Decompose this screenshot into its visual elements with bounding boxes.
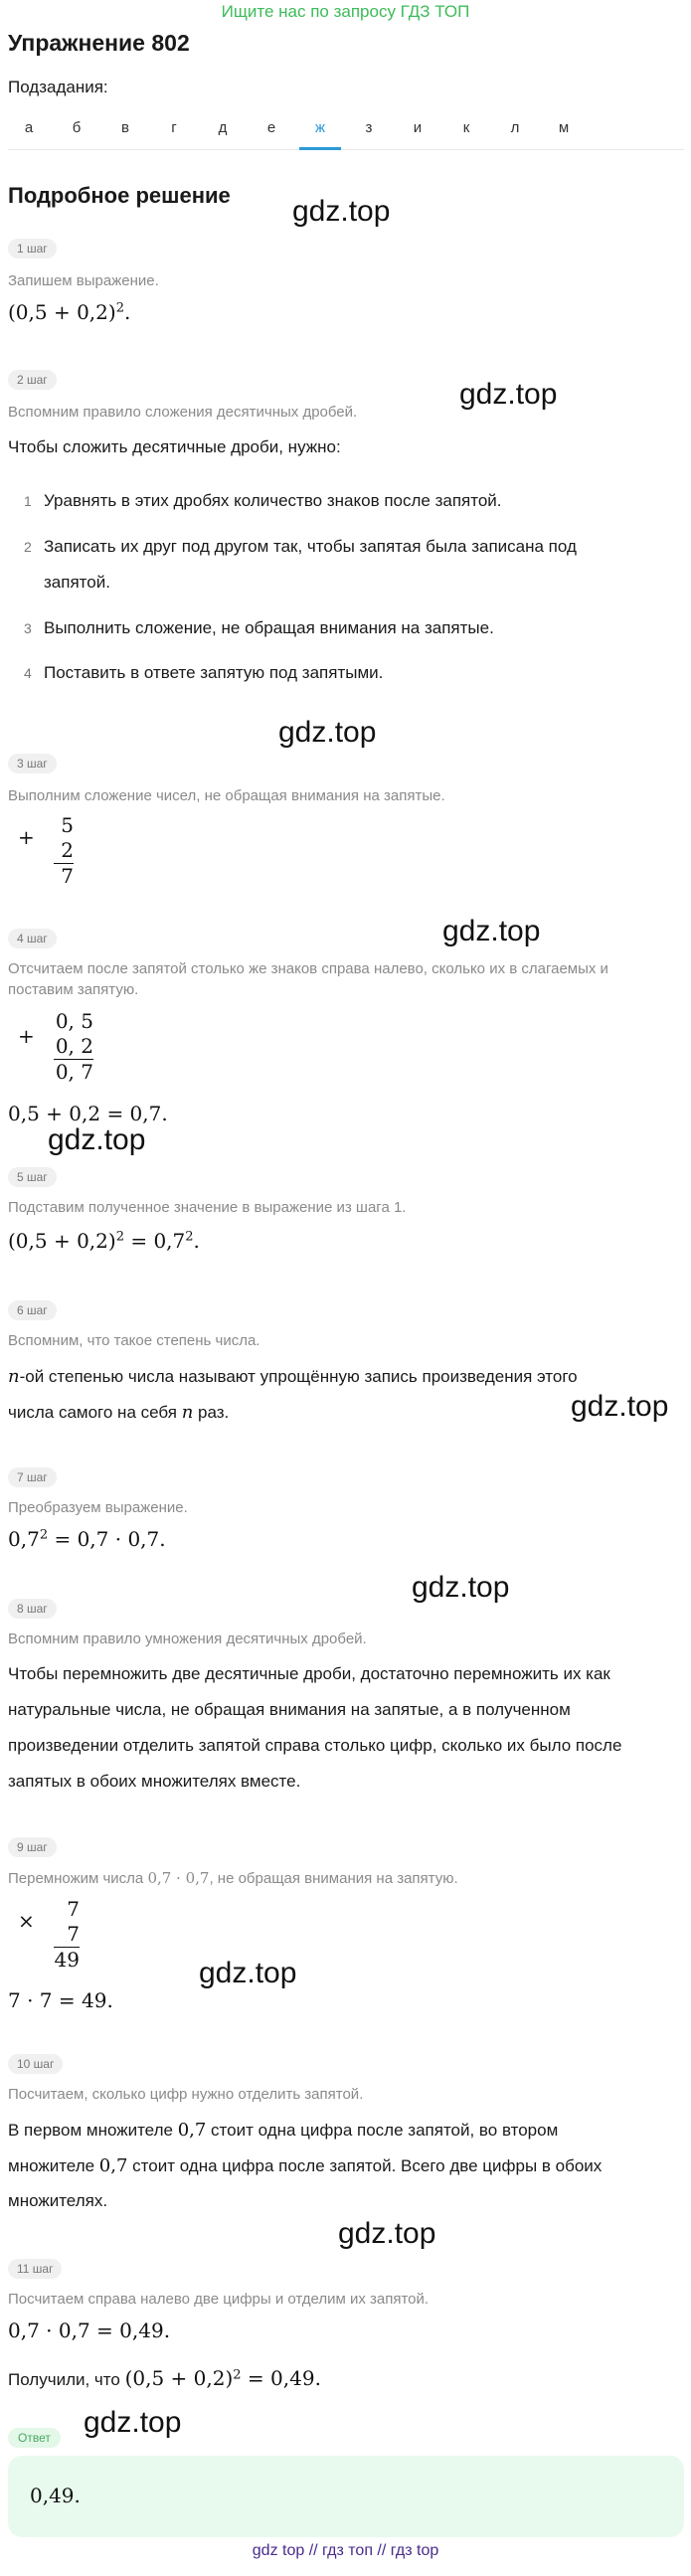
column-result: 7: [54, 863, 74, 888]
answer-box: [8, 2456, 684, 2537]
step-hint: Выполним сложение чисел, не обращая внимания на запятые.: [8, 787, 445, 804]
answer-value: 0,49.: [30, 2484, 81, 2507]
step-hint: Запишем выражение.: [8, 272, 159, 289]
step-hint: Вспомним правило сложения десятичных дробей.: [8, 404, 358, 421]
step-hint: Посчитаем справа налево две цифры и отделим их запятой.: [8, 2291, 430, 2308]
math-expression: $(0,5 + 0,2)^2 = 0,7^2$.: [8, 1229, 200, 1253]
watermark: gdz.top: [338, 2217, 436, 2250]
watermark: gdz.top: [48, 1123, 146, 1156]
step-badge: 7 шаг: [8, 1467, 57, 1487]
step-badge: 8 шаг: [8, 1599, 57, 1619]
tab-l[interactable]: л: [510, 119, 520, 136]
section-title: Подробное решение: [8, 183, 231, 208]
rule-line: Чтобы перемножить две десятичные дроби, достаточно перемножить их как: [8, 1664, 610, 1683]
answer-badge: Ответ: [8, 2428, 61, 2448]
list-number: 2: [24, 539, 32, 555]
math-result: 0,5 + 0,2 = 0,7.: [8, 1102, 168, 1125]
footer-links[interactable]: gdz top // гдз топ // гдз top: [252, 2542, 439, 2559]
watermark: gdz.top: [571, 1390, 669, 1423]
explanation-line: множителях.: [8, 2191, 108, 2210]
column-number: 0, 2: [55, 1034, 93, 1058]
math-expression: 0,7 · 0,7 = 0,49.: [8, 2318, 171, 2342]
explanation-line: В первом множителе 0,7 стоит одна цифра после запятой, во втором: [8, 2120, 559, 2141]
step-badge: 5 шаг: [8, 1167, 57, 1187]
step-badge: 3 шаг: [8, 754, 57, 773]
watermark: gdz.top: [442, 915, 541, 947]
math-result: 7 · 7 = 49.: [8, 1988, 113, 2012]
step-badge: 2 шаг: [8, 370, 57, 390]
column-number: 5: [61, 813, 74, 837]
rule-line: натуральные числа, не обращая внимания на запятые, а в полученном: [8, 1700, 571, 1719]
step-hint: поставим запятую.: [8, 981, 139, 998]
tab-g[interactable]: г: [171, 119, 177, 136]
rule-line: запятых в обоих множителях вместе.: [8, 1772, 301, 1791]
list-item: Поставить в ответе запятую под запятыми.: [44, 663, 384, 682]
tab-k[interactable]: к: [462, 119, 470, 136]
definition-line: числа самого на себя n раз.: [8, 1402, 230, 1423]
watermark: gdz.top: [292, 195, 391, 228]
list-item: запятой.: [44, 573, 110, 592]
tab-m[interactable]: м: [558, 119, 570, 136]
subtask-tabs: [8, 117, 684, 150]
rule-intro: Чтобы сложить десятичные дроби, нужно:: [8, 437, 341, 456]
step-badge: 1 шаг: [8, 239, 57, 258]
rule-line: произведении отделить запятой справа столько цифр, сколько их было после: [8, 1736, 622, 1755]
list-number: 3: [24, 620, 32, 636]
list-number: 1: [24, 493, 32, 509]
watermark: gdz.top: [199, 1957, 297, 1989]
conclusion-line: Получили, что $(0,5 + 0,2)^2 = 0,49$.: [8, 2366, 321, 2390]
tab-d[interactable]: д: [218, 119, 228, 136]
step-badge: 6 шаг: [8, 1300, 57, 1320]
tab-zh[interactable]: ж: [299, 117, 341, 150]
times-sign: ×: [18, 1909, 35, 1933]
definition-line: n-ой степенью числа называют упрощённую запись произведения этого: [8, 1366, 578, 1387]
plus-sign: +: [18, 1024, 35, 1048]
step-hint: Отсчитаем после запятой столько же знаков справа налево, сколько их в слагаемых и: [8, 960, 608, 977]
step-badge: 11 шаг: [8, 2259, 62, 2279]
step-badge: 10 шаг: [8, 2054, 63, 2074]
math-expression: $(0,5 + 0,2)^2$.: [8, 300, 131, 324]
step-hint: Преобразуем выражение.: [8, 1499, 188, 1516]
page-title: Упражнение 802: [8, 30, 190, 56]
step-hint: Вспомним, что такое степень числа.: [8, 1332, 260, 1349]
step-badge: 4 шаг: [8, 929, 57, 948]
plus-sign: +: [18, 825, 35, 849]
column-number: 7: [67, 1897, 80, 1921]
tab-e[interactable]: е: [266, 119, 276, 136]
list-number: 4: [24, 665, 32, 681]
tab-i[interactable]: и: [413, 119, 423, 136]
step-hint: Посчитаем, сколько цифр нужно отделить запятой.: [8, 2086, 364, 2103]
tab-z[interactable]: з: [365, 119, 373, 136]
watermark: gdz.top: [412, 1571, 510, 1604]
subtasks-label: Подзадания:: [8, 78, 108, 96]
watermark: gdz.top: [459, 378, 558, 411]
tab-a[interactable]: а: [24, 119, 34, 136]
list-item: Записать их друг под другом так, чтобы запятая была записана под: [44, 537, 577, 556]
watermark: gdz.top: [84, 2406, 182, 2439]
tab-v[interactable]: в: [121, 119, 129, 136]
math-expression: $0,7^2 = 0,7 \cdot 0,7$.: [8, 1527, 166, 1551]
column-number: 7: [67, 1922, 80, 1946]
column-result: 0, 7: [55, 1060, 93, 1084]
search-banner[interactable]: Ищите нас по запросу ГДЗ ТОП: [221, 2, 470, 21]
list-item: Уравнять в этих дробях количество знаков после запятой.: [44, 491, 502, 510]
column-number: 2: [61, 838, 74, 862]
column-result: 49: [54, 1948, 80, 1972]
step-hint: Вспомним правило умножения десятичных дробей.: [8, 1631, 367, 1647]
step-hint: Подставим полученное значение в выражение из шага 1.: [8, 1199, 407, 1216]
explanation-line: множителе 0,7 стоит одна цифра после запятой. Всего две цифры в обоих: [8, 2155, 603, 2176]
step-hint: Перемножим числа 0,7 · 0,7, не обращая внимания на запятую.: [8, 1869, 458, 1887]
step-badge: 9 шаг: [8, 1837, 57, 1857]
list-item: Выполнить сложение, не обращая внимания на запятые.: [44, 618, 494, 637]
watermark: gdz.top: [278, 716, 377, 749]
tab-b[interactable]: б: [72, 119, 82, 136]
column-number: 0, 5: [55, 1009, 93, 1033]
